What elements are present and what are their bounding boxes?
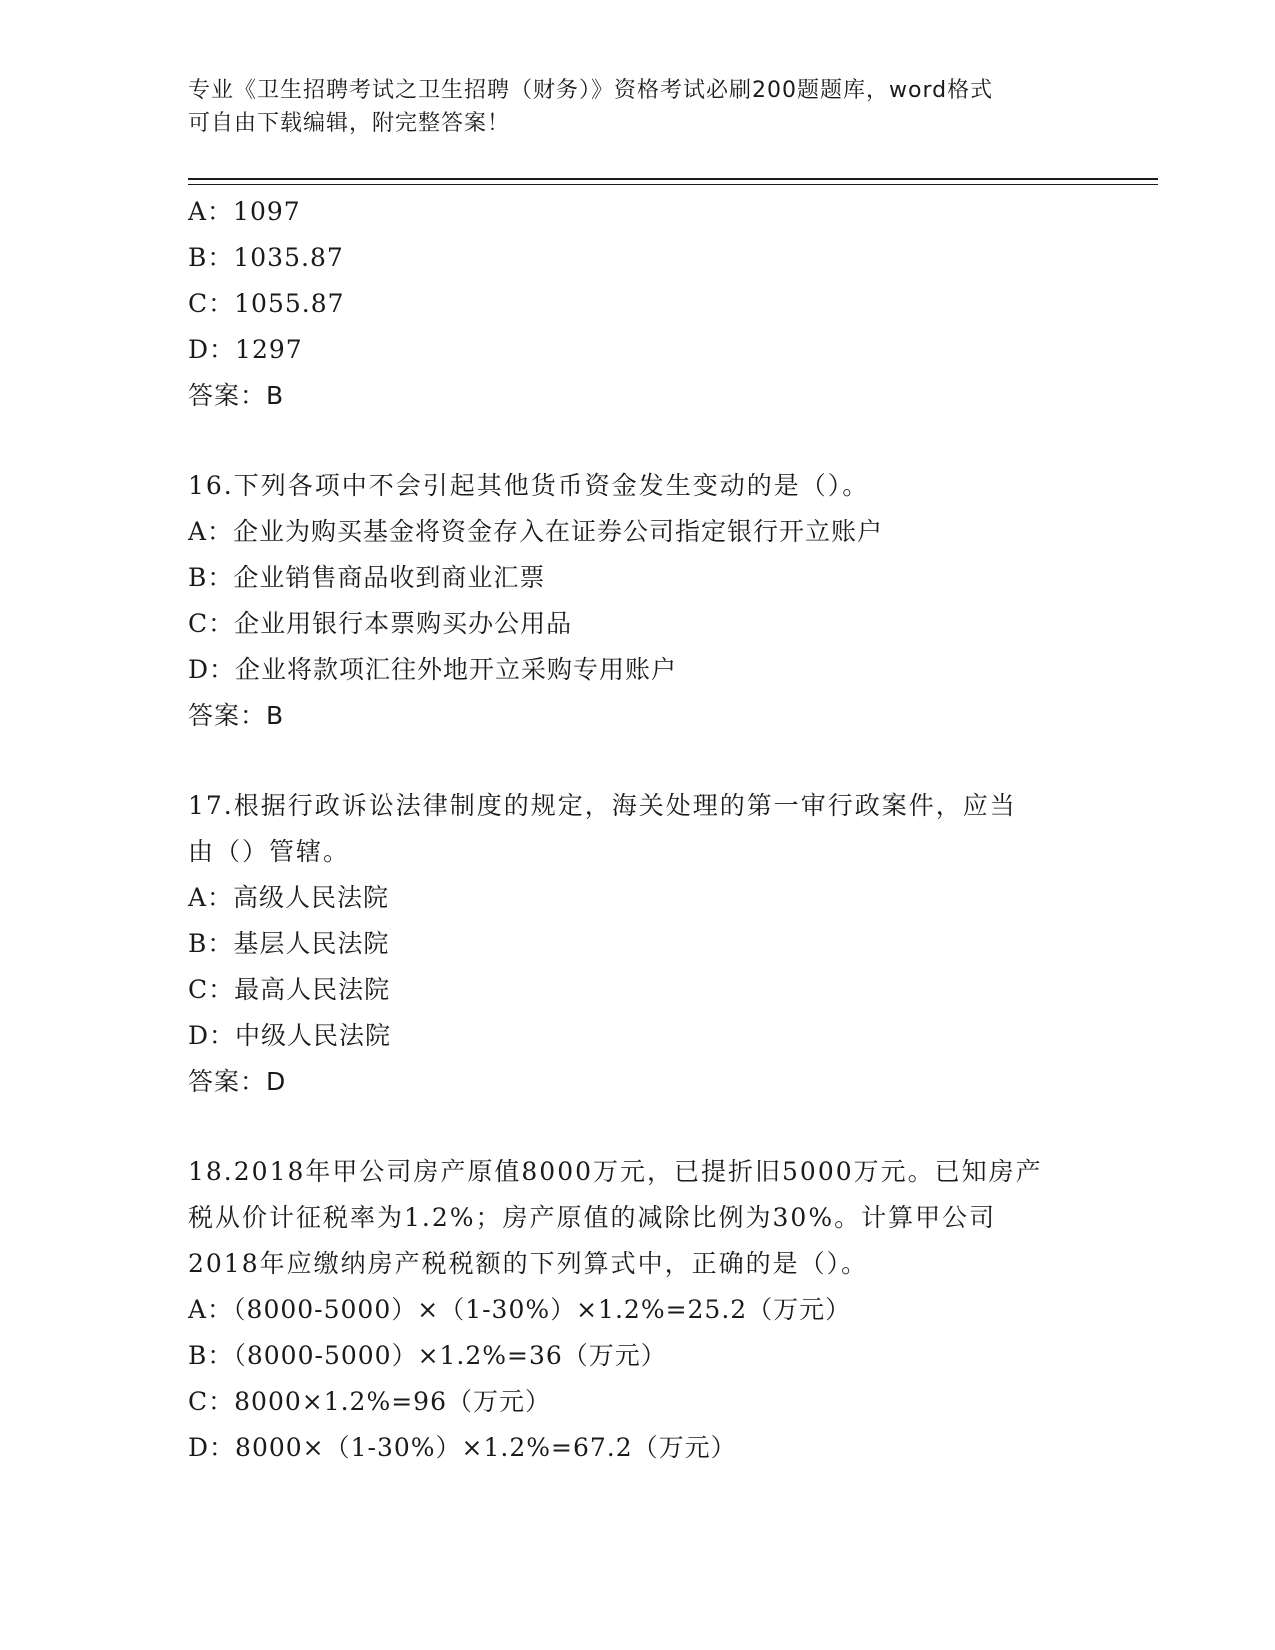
question-17 bbox=[188, 783, 1088, 1105]
header-divider-thick bbox=[188, 178, 1158, 180]
option-c: C：企业用银行本票购买办公用品 bbox=[188, 609, 573, 638]
option-b: B：企业销售商品收到商业汇票 bbox=[188, 563, 546, 592]
option-c: C：8000×1.2%=96（万元） bbox=[188, 1387, 551, 1416]
option-c: C：最高人民法院 bbox=[188, 975, 391, 1004]
option-a: A：企业为购买基金将资金存入在证券公司指定银行开立账户 bbox=[188, 517, 884, 546]
answer: 答案：B bbox=[188, 381, 285, 410]
document-header bbox=[188, 74, 1068, 140]
question-content bbox=[188, 189, 1088, 1471]
option-d: D：1297 bbox=[188, 335, 303, 364]
question-stem-line-3: 2018年应缴纳房产税税额的下列算式中，正确的是（）。 bbox=[188, 1249, 869, 1278]
option-d: D：企业将款项汇往外地开立采购专用账户 bbox=[188, 655, 678, 684]
option-b: B：（8000-5000）×1.2%=36（万元） bbox=[188, 1341, 667, 1370]
header-divider-thin bbox=[188, 184, 1158, 185]
option-b: B：基层人民法院 bbox=[188, 929, 390, 958]
question-16 bbox=[188, 463, 1088, 739]
option-a: A：1097 bbox=[188, 197, 301, 226]
option-a: A：高级人民法院 bbox=[188, 883, 390, 912]
option-d: D：中级人民法院 bbox=[188, 1021, 392, 1050]
answer: 答案：B bbox=[188, 701, 285, 730]
header-line-2: 可自由下载编辑，附完整答案！ bbox=[188, 111, 511, 136]
question-stem-line-2: 税从价计征税率为1.2%；房产原值的减除比例为30%。计算甲公司 bbox=[188, 1203, 997, 1232]
question-18 bbox=[188, 1149, 1088, 1471]
answer: 答案：D bbox=[188, 1067, 287, 1096]
question-15 bbox=[188, 189, 1088, 419]
question-stem-line-1: 18.2018年甲公司房产原值8000万元，已提折旧5000万元。已知房产 bbox=[188, 1157, 1043, 1186]
option-d: D：8000×（1-30%）×1.2%=67.2（万元） bbox=[188, 1433, 737, 1462]
question-stem: 16.下列各项中不会引起其他货币资金发生变动的是（）。 bbox=[188, 471, 870, 500]
option-b: B：1035.87 bbox=[188, 243, 344, 272]
option-c: C：1055.87 bbox=[188, 289, 345, 318]
question-stem-line-2: 由（）管辖。 bbox=[188, 837, 351, 866]
option-a: A：（8000-5000）×（1-30%）×1.2%=25.2（万元） bbox=[188, 1295, 852, 1324]
question-stem-line-1: 17.根据行政诉讼法律制度的规定，海关处理的第一审行政案件，应当 bbox=[188, 791, 1017, 820]
header-line-1: 专业《卫生招聘考试之卫生招聘（财务）》资格考试必刷200题题库，word格式 bbox=[188, 78, 994, 103]
